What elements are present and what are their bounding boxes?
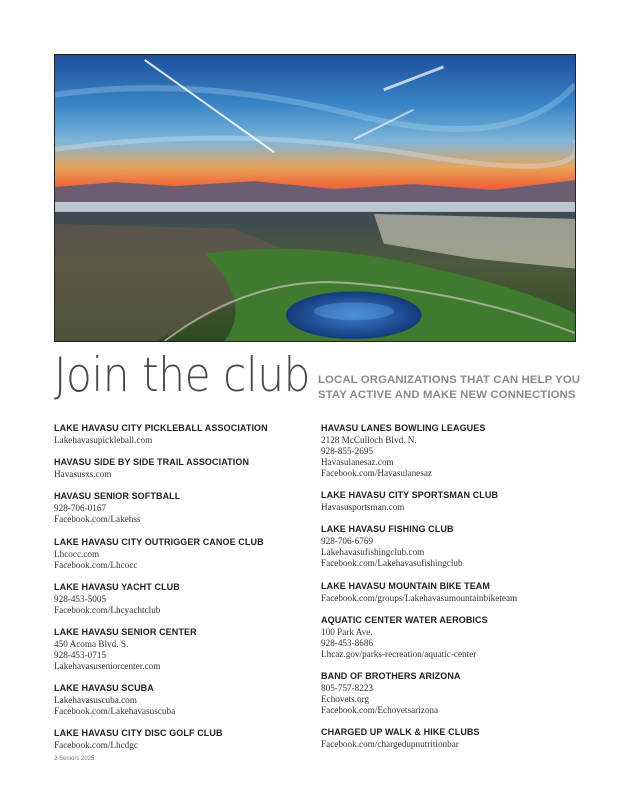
club-name: HAVASU LANES BOWLING LEAGUES (321, 423, 486, 433)
club-entry (54, 423, 309, 446)
club-detail: Lakehavasuseniorcenter.com (54, 660, 161, 671)
club-detail: 450 Acoma Blvd. S. (54, 638, 129, 649)
club-entry (321, 524, 591, 569)
club-detail: Facebook.com/Lakehavasuscuba (54, 706, 176, 717)
club-name: LAKE HAVASU SCUBA (54, 683, 154, 694)
club-detail: Facebook.com/Lakehss (54, 514, 141, 525)
club-detail: 2128 McCulloch Blvd. N. (321, 435, 417, 445)
club-detail: 928-453-0715 (54, 649, 107, 660)
club-name: LAKE HAVASU CITY OUTRIGGER CANOE CLUB (54, 536, 264, 547)
club-name: BAND OF BROTHERS ARIZONA (321, 670, 461, 681)
club-detail: Lakehavasuscuba.com (54, 695, 137, 706)
club-detail: Lakehavasufishingclub.com (321, 547, 425, 558)
club-entry (54, 582, 309, 616)
club-name: LAKE HAVASU FISHING CLUB (321, 524, 454, 535)
club-name: LAKE HAVASU CITY SPORTSMAN CLUB (321, 490, 499, 501)
club-name: LAKE HAVASU MOUNTAIN BIKE TEAM (321, 580, 490, 591)
club-detail: Lakehavasupickleball.com (54, 435, 153, 445)
club-entry (321, 727, 591, 750)
club-entry (54, 457, 309, 480)
clubs-column-left (54, 423, 309, 763)
club-detail: Facebook.com/groups/Lakehavasumountainbiketeam (321, 592, 518, 603)
club-entry (54, 491, 309, 525)
club-detail: 928-855-2695 (321, 446, 374, 456)
club-detail: 928-706-6769 (321, 536, 374, 547)
club-detail: Echovets.org (321, 693, 370, 704)
club-detail: Lhcocc.com (54, 548, 100, 559)
club-detail: Facebook.com/Lhcyachtclub (54, 604, 161, 615)
club-detail: 928-453-5005 (54, 593, 107, 604)
club-entry (54, 683, 309, 717)
club-detail: Facebook.com/Lhcocc (54, 559, 138, 570)
club-name: HAVASU SENIOR SOFTBALL (54, 491, 181, 502)
club-detail: 805-757-8223 (321, 682, 374, 693)
club-detail: 928-706-0167 (54, 503, 107, 514)
club-detail: Facebook.com/Lhcdgc (54, 740, 138, 751)
club-detail: Havasusportsman.com (321, 502, 405, 513)
clubs-column-right (321, 423, 591, 761)
club-detail: Facebook.com/chargedupnutritionbar (321, 739, 459, 750)
page-subtitle: LOCAL ORGANIZATIONS THAT CAN HELP YOU STAY ACTIVE AND MAKE NEW CONNECTIONS (318, 374, 581, 401)
club-entry (321, 490, 591, 513)
club-detail: Facebook.com/Echovetsarizona (321, 704, 439, 715)
hero-photo (54, 54, 576, 342)
club-name: AQUATIC CENTER WATER AEROBICS (321, 614, 488, 625)
club-detail: Facebook.com/Havasulanesaz (321, 468, 432, 478)
club-entry (54, 728, 309, 751)
club-detail: 928-453-8686 (321, 637, 374, 648)
club-entry (321, 671, 591, 716)
club-name: LAKE HAVASU YACHT CLUB (54, 581, 180, 592)
club-entry (54, 627, 309, 672)
club-name: LAKE HAVASU CITY PICKLEBALL ASSOCIATION (54, 423, 268, 433)
club-detail: Facebook.com/Lakehavasufishingclub (321, 558, 463, 569)
club-entry (54, 537, 309, 571)
page-folio: 2 Seniors 2025 (54, 756, 95, 762)
club-entry (321, 581, 591, 604)
club-entry (321, 423, 591, 479)
club-name: LAKE HAVASU SENIOR CENTER (54, 626, 197, 637)
club-detail: Havasusxs.com (54, 469, 112, 480)
club-detail: Havasulanesaz.com (321, 457, 394, 467)
club-entry (321, 615, 591, 660)
club-name: CHARGED UP WALK & HIKE CLUBS (321, 727, 480, 738)
page-title: Join the club (54, 348, 311, 403)
club-name: HAVASU SIDE BY SIDE TRAIL ASSOCIATION (54, 457, 250, 468)
club-detail: Lhcaz.gov/parks-recreation/aquatic-center (321, 648, 477, 659)
aerial-sunset-image (55, 55, 575, 341)
club-name: LAKE HAVASU CITY DISC GOLF CLUB (54, 728, 223, 739)
club-detail: 100 Park Ave. (321, 626, 373, 637)
